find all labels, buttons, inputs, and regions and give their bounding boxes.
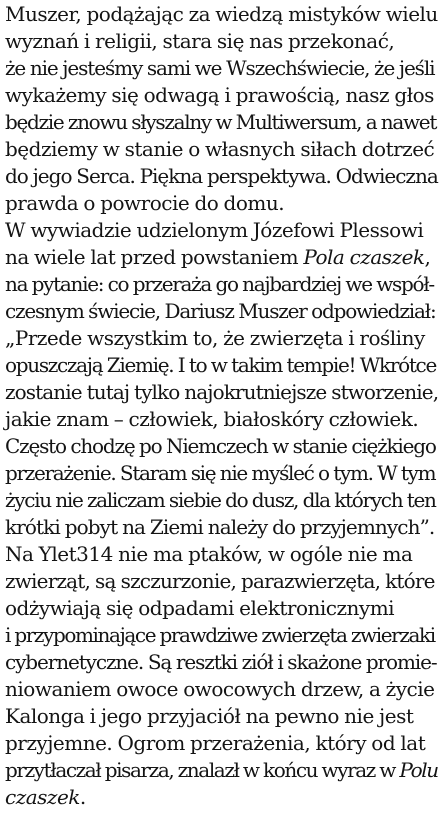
text-line: przerażenie. Staram się nie myśleć o tym. W tym: [5, 461, 436, 485]
text-line: wyznań i religii, stara się nas przekonać,: [5, 29, 395, 53]
text-line: Na Ylet314 nie ma ptaków, w ogóle nie ma: [5, 542, 413, 566]
text-segment: na wiele lat przed powstaniem: [5, 245, 304, 269]
text-segment: ,: [424, 245, 431, 269]
text-line: jakie znam – człowiek, białoskóry człowiek.: [5, 407, 419, 431]
text-line: prawda o powrocie do domu.: [5, 191, 285, 215]
text-line: cybernetyczne. Są resztki ziół i skażone promie-: [5, 650, 437, 674]
text-line: W wywiadzie udzielonym Józefowi Plessowi: [5, 218, 424, 242]
text-line: że nie jesteśmy sami we Wszechświecie, że jeśli: [5, 56, 435, 80]
text-line: wykażemy się odwagą i prawością, nasz głos: [5, 83, 434, 107]
text-line: Kalonga i jego przyjaciół na pewno nie jest: [5, 704, 414, 728]
text-line: krótki pobyt na Ziemi należy do przyjemnych”.: [5, 515, 435, 539]
text-line: i przypominające prawdziwe zwierzęta zwierzaki: [5, 623, 435, 647]
text-segment: przytłaczał pisarza, znalazł w końcu wyraz w: [5, 758, 400, 782]
text-segment: .: [79, 785, 86, 809]
text-line: „Przede wszystkim to, że zwierzęta i rośliny: [5, 326, 425, 350]
book-title: Polu: [399, 758, 438, 782]
book-title: czaszek: [5, 785, 80, 809]
text-line: zostanie tutaj tylko najokrutniejsze stworzenie,: [5, 380, 439, 404]
text-line: [5, 245, 430, 269]
text-line: przyjemne. Ogrom przerażenia, który od lat: [5, 731, 426, 755]
text-line: będzie znowu słyszalny w Multiwersum, a nawet: [5, 110, 437, 134]
text-line: czesnym świecie, Dariusz Muszer odpowiedział:: [5, 299, 436, 323]
book-title: Pola czaszek: [303, 245, 425, 269]
text-line: Muszer, podążając za wiedzą mistyków wielu: [5, 2, 438, 26]
text-line: będziemy w stanie o własnych siłach dotrzeć: [5, 137, 435, 161]
text-line: [5, 758, 438, 782]
text-line: do jego Serca. Piękna perspektywa. Odwieczna: [5, 164, 438, 188]
text-line: [5, 785, 86, 809]
text-line: Często chodzę po Niemczech w stanie ciężkiego: [5, 434, 436, 458]
text-line: opuszczają Ziemię. I to w takim tempie! Wkrótce: [5, 353, 436, 377]
text-line: na pytanie: co przeraża go najbardziej we współ-: [5, 272, 434, 296]
text-line: zwierząt, są szczurzonie, parazwierzęta, które: [5, 569, 435, 593]
text-line: życiu nie zaliczam siebie do dusz, dla których ten: [5, 488, 436, 512]
text-line: odżywiają się odpadami elektronicznymi: [5, 596, 395, 620]
text-line: niowaniem owoce owocowych drzew, a życie: [5, 677, 435, 701]
